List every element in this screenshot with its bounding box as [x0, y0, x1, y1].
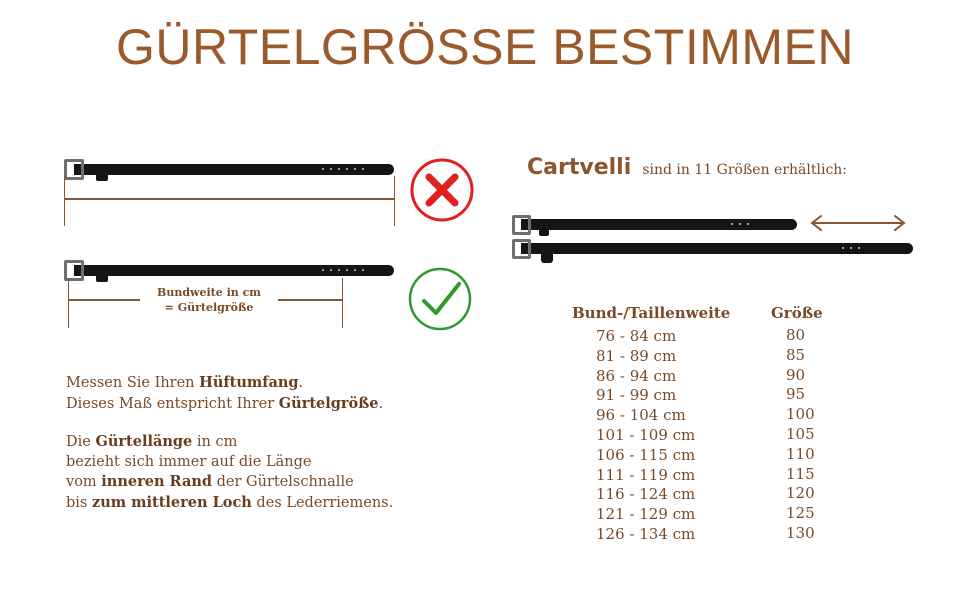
size-cell: 110: [786, 444, 815, 463]
belt-holes: [322, 269, 370, 271]
belt-strap: [521, 219, 797, 230]
size-table-body: [596, 326, 856, 544]
instruction-line: Die Gürtellänge in cm: [66, 433, 238, 450]
range-cell: 121 - 129 cm: [596, 505, 696, 524]
table-row: [596, 445, 856, 465]
range-cell: 81 - 89 cm: [596, 346, 677, 365]
measure-tick-left: [64, 176, 65, 226]
table-row: [596, 504, 856, 524]
x-mark-icon: [409, 157, 475, 223]
measure-line-wrong: [64, 198, 395, 200]
table-row: [596, 385, 856, 405]
belt-buckle: [64, 159, 84, 180]
size-cell: 130: [786, 523, 815, 542]
table-row: [596, 425, 856, 445]
availability-text: sind in 11 Größen erhältlich:: [642, 162, 848, 178]
instruction-line: bis zum mittleren Loch des Lederriemens.: [66, 493, 394, 511]
measure-tick-left: [68, 278, 69, 328]
table-row: [596, 465, 856, 485]
table-row: [596, 326, 856, 346]
belt-keeper: [539, 228, 549, 236]
table-row: [596, 346, 856, 366]
belt-keeper: [541, 251, 553, 263]
brand-header: [527, 155, 847, 180]
belt-buckle: [512, 239, 531, 259]
size-cell: 95: [786, 385, 806, 404]
size-cell: 80: [786, 326, 806, 344]
measure-tick-right: [342, 278, 343, 328]
belt-buckle: [64, 260, 84, 281]
instructions: [66, 373, 446, 513]
range-cell: 116 - 124 cm: [596, 485, 696, 504]
size-cell: 115: [786, 464, 815, 483]
belt-holes: [842, 247, 866, 249]
range-cell: 91 - 99 cm: [596, 386, 677, 405]
size-cell: 125: [786, 504, 815, 523]
range-cell: 86 - 94 cm: [596, 366, 677, 385]
range-cell: 96 - 104 cm: [596, 406, 686, 425]
size-cell: 85: [786, 345, 806, 364]
table-row: [596, 366, 856, 386]
double-arrow-icon: [808, 213, 908, 233]
range-cell: 106 - 115 cm: [596, 445, 696, 464]
brand-logo: Cartvelli: [527, 155, 632, 180]
size-cell: 105: [786, 424, 815, 443]
size-cell: 100: [786, 405, 815, 424]
instruction-line: vom inneren Rand der Gürtelschnalle: [66, 473, 354, 490]
range-cell: 111 - 119 cm: [596, 465, 696, 484]
table-row: [596, 405, 856, 425]
belt-holes: [322, 168, 370, 170]
table-row: [596, 484, 856, 504]
belt-buckle: [512, 215, 531, 235]
range-cell: 76 - 84 cm: [596, 327, 677, 345]
instruction-line: Dieses Maß entspricht Ihrer Gürtelgröße.: [66, 394, 384, 412]
measure-label: [140, 285, 278, 315]
size-cell: 90: [786, 365, 806, 384]
range-cell: 126 - 134 cm: [596, 524, 696, 543]
belt-holes: [731, 223, 755, 225]
size-cell: 120: [786, 484, 815, 503]
page-title: GÜRTELGRÖSSE BESTIMMEN: [116, 19, 854, 75]
instruction-line: bezieht sich immer auf die Länge: [66, 453, 312, 470]
table-header-size: Größe: [771, 304, 823, 322]
measure-label-line2: = Gürtelgröße: [164, 301, 254, 314]
instruction-line: Messen Sie Ihren Hüftumfang.: [66, 374, 304, 391]
check-mark-icon: [407, 266, 473, 332]
table-header-range: Bund-/Taillenweite: [572, 304, 731, 322]
table-row: [596, 524, 856, 544]
range-cell: 101 - 109 cm: [596, 425, 696, 444]
measure-tick-right: [394, 176, 395, 226]
measure-label-line1: Bundweite in cm: [157, 286, 261, 299]
belt-keeper: [96, 273, 108, 282]
belt-keeper: [96, 172, 108, 181]
